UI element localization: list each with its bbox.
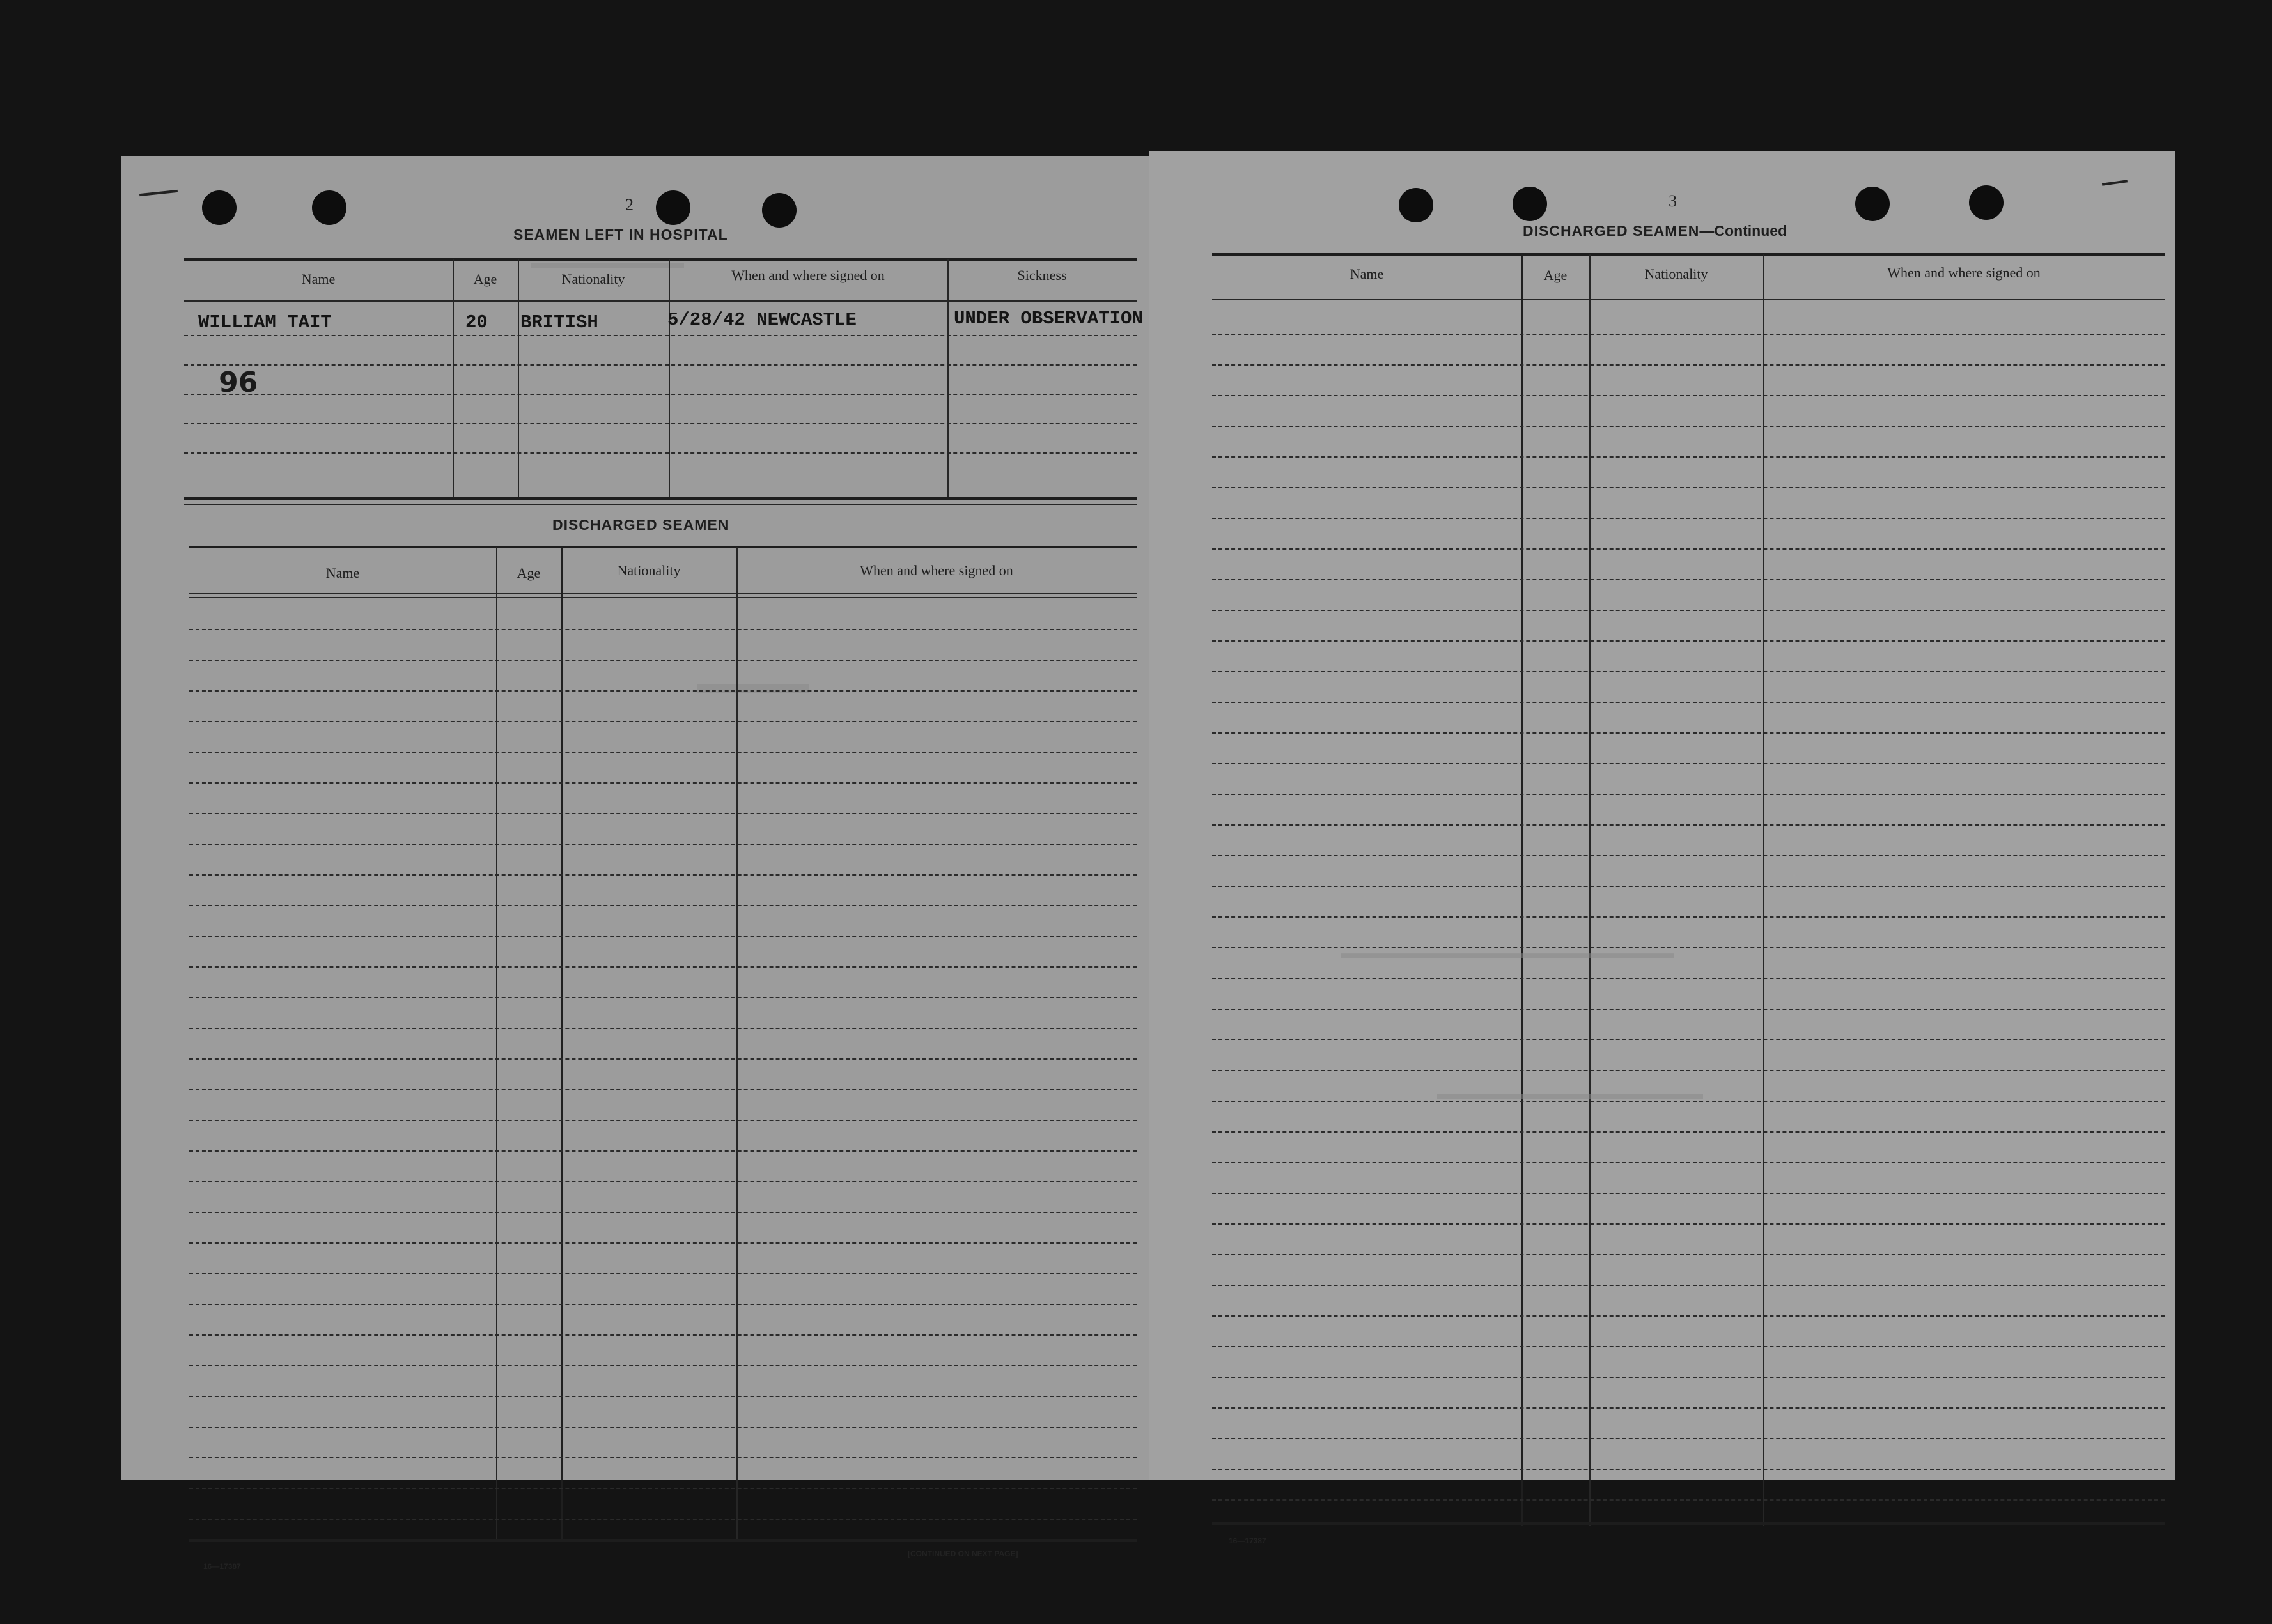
- hospital-row-nationality: BRITISH: [520, 312, 598, 333]
- column-divider: [1521, 254, 1523, 1526]
- row-rule: [1212, 1254, 2165, 1255]
- row-rule: [1212, 487, 2165, 488]
- row-rule: [1212, 548, 2165, 550]
- column-divider: [1763, 254, 1764, 1526]
- form-number: 16—17387: [1229, 1536, 1266, 1545]
- column-divider: [496, 547, 497, 1542]
- table-header-rule: [189, 593, 1137, 594]
- row-rule: [1212, 1407, 2165, 1409]
- row-rule: [189, 1519, 1137, 1520]
- row-rule: [184, 423, 1137, 424]
- column-divider: [561, 547, 563, 1542]
- row-rule: [189, 1181, 1137, 1182]
- continued-note: [CONTINUED ON NEXT PAGE]: [908, 1549, 1018, 1558]
- discharged-continued-title: [1523, 222, 1787, 240]
- col-age-header: Age: [1543, 267, 1568, 283]
- table-top-rule: [184, 258, 1137, 261]
- row-rule: [1212, 456, 2165, 458]
- row-rule: [189, 966, 1137, 968]
- row-rule: [189, 1150, 1137, 1152]
- row-rule: [184, 335, 1137, 336]
- col-signed-on-header: When and where signed on: [1887, 265, 2041, 281]
- punch-hole: [1513, 187, 1547, 221]
- punch-hole: [312, 190, 346, 225]
- row-rule: [1212, 1223, 2165, 1225]
- table-header-rule: [184, 300, 1137, 302]
- page-number: 2: [625, 196, 634, 214]
- bleed-through: ▬▬▬▬▬▬▬▬▬▬▬▬▬▬▬▬▬▬▬▬: [1341, 943, 1674, 962]
- row-rule: [189, 813, 1137, 814]
- row-rule: [189, 782, 1137, 784]
- row-rule: [189, 1457, 1137, 1458]
- col-signed-on-header: When and where signed on: [731, 267, 885, 283]
- row-rule: [1212, 1070, 2165, 1071]
- title-suffix: —Continued: [1699, 222, 1787, 239]
- bleed-through: ▬▬▬▬: [697, 668, 809, 699]
- row-rule: [1212, 794, 2165, 795]
- table-bottom-rule: [189, 1539, 1137, 1542]
- row-rule: [189, 690, 1137, 692]
- row-rule: [184, 394, 1137, 395]
- table-top-rule: [1212, 253, 2165, 256]
- row-rule: [184, 504, 1137, 505]
- col-name-header: Name: [325, 565, 360, 581]
- row-rule: [1212, 395, 2165, 396]
- row-rule: [1212, 763, 2165, 764]
- row-rule: [189, 1396, 1137, 1397]
- right-page: [1149, 151, 2175, 1545]
- row-rule: [189, 936, 1137, 937]
- hospital-row-name: WILLIAM TAIT: [198, 312, 332, 333]
- table-header-rule: [1212, 299, 2165, 300]
- row-rule: [1212, 426, 2165, 427]
- row-rule: [189, 1365, 1137, 1366]
- row-rule: [189, 1120, 1137, 1121]
- row-rule: [1212, 334, 2165, 335]
- marginal-note: 96: [219, 364, 258, 397]
- row-rule: [189, 905, 1137, 906]
- column-divider: [669, 259, 670, 497]
- table-header-rule: [189, 597, 1137, 598]
- row-rule: [1212, 1315, 2165, 1317]
- row-rule: [1212, 518, 2165, 519]
- col-nationality-header: Nationality: [561, 271, 625, 287]
- discharged-section-title: DISCHARGED SEAMEN: [552, 516, 729, 533]
- row-rule: [189, 629, 1137, 630]
- row-rule: [184, 364, 1137, 366]
- col-nationality-header: Nationality: [1644, 266, 1708, 282]
- row-rule: [1212, 1346, 2165, 1347]
- row-rule: [1212, 1009, 2165, 1010]
- column-divider: [1589, 254, 1591, 1526]
- row-rule: [1212, 1469, 2165, 1470]
- col-nationality-header: Nationality: [617, 562, 681, 578]
- row-rule: [189, 997, 1137, 998]
- table-bottom-rule: [1212, 1522, 2165, 1525]
- staple-mark: [139, 190, 178, 196]
- row-rule: [189, 1427, 1137, 1428]
- row-rule: [189, 1089, 1137, 1090]
- row-rule: [189, 660, 1137, 661]
- row-rule: [189, 721, 1137, 722]
- col-signed-on-header: When and where signed on: [860, 562, 1013, 578]
- row-rule: [1212, 1162, 2165, 1163]
- row-rule: [1212, 916, 2165, 918]
- hospital-section-title: SEAMEN LEFT IN HOSPITAL: [513, 226, 728, 243]
- hospital-row-signed-on: 5/28/42 NEWCASTLE: [667, 309, 857, 330]
- row-rule: [1212, 1377, 2165, 1378]
- bleed-through: ▬▬▬▬▬▬▬▬: [531, 252, 684, 273]
- row-rule: [1212, 610, 2165, 611]
- row-rule: [1212, 978, 2165, 979]
- row-rule: [189, 1488, 1137, 1489]
- table-bottom-rule: [184, 497, 1137, 500]
- row-rule: [189, 752, 1137, 753]
- col-age-header: Age: [517, 565, 541, 581]
- row-rule: [1212, 855, 2165, 856]
- col-sickness-header: Sickness: [1017, 267, 1067, 283]
- column-divider: [518, 259, 519, 497]
- row-rule: [189, 844, 1137, 845]
- row-rule: [1212, 824, 2165, 826]
- punch-hole: [1969, 185, 2004, 220]
- row-rule: [1212, 1285, 2165, 1286]
- row-rule: [1212, 702, 2165, 703]
- row-rule: [1212, 671, 2165, 672]
- row-rule: [1212, 364, 2165, 366]
- row-rule: [1212, 886, 2165, 887]
- page-number: 3: [1669, 192, 1677, 210]
- hospital-row-sickness: UNDER OBSERVATION: [954, 308, 1143, 329]
- left-page: [121, 156, 1152, 1571]
- col-name-header: Name: [301, 271, 336, 287]
- punch-hole: [202, 190, 237, 225]
- row-rule: [189, 1242, 1137, 1244]
- punch-hole: [656, 190, 690, 225]
- row-rule: [1212, 579, 2165, 580]
- row-rule: [1212, 1193, 2165, 1194]
- row-rule: [1212, 1131, 2165, 1133]
- row-rule: [1212, 1499, 2165, 1501]
- row-rule: [1212, 1039, 2165, 1040]
- row-rule: [189, 874, 1137, 876]
- row-rule: [184, 452, 1137, 454]
- col-name-header: Name: [1350, 266, 1384, 282]
- row-rule: [189, 1212, 1137, 1213]
- row-rule: [189, 1273, 1137, 1274]
- row-rule: [1212, 732, 2165, 734]
- row-rule: [189, 1334, 1137, 1336]
- bleed-through: ▬▬▬▬▬▬▬▬▬▬▬▬▬▬▬▬: [1437, 1084, 1703, 1102]
- column-divider: [736, 547, 738, 1542]
- col-age-header: Age: [473, 271, 497, 287]
- column-divider: [947, 259, 949, 497]
- row-rule: [1212, 640, 2165, 642]
- form-number: 16—17387: [203, 1562, 241, 1571]
- row-rule: [189, 1058, 1137, 1060]
- row-rule: [1212, 1438, 2165, 1439]
- title-main: DISCHARGED SEAMEN: [1523, 222, 1700, 239]
- punch-hole: [762, 193, 797, 228]
- column-divider: [453, 259, 454, 497]
- table-top-rule: [189, 546, 1137, 548]
- punch-hole: [1399, 188, 1433, 222]
- row-rule: [189, 1028, 1137, 1029]
- row-rule: [189, 1304, 1137, 1305]
- punch-hole: [1855, 187, 1890, 221]
- staple-mark: [2102, 180, 2128, 186]
- hospital-row-age: 20: [465, 312, 488, 333]
